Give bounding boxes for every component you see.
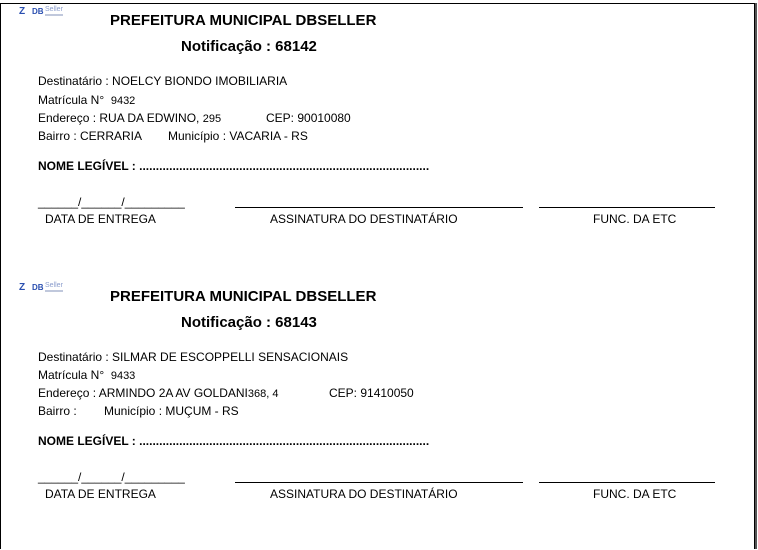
logo-mark-icon: Z bbox=[19, 282, 26, 293]
matricula: Matrícula N° 9432 bbox=[38, 93, 136, 107]
signature-rule bbox=[235, 207, 523, 208]
destinatario: Destinatário : NOELCY BIONDO IMOBILIARIA bbox=[38, 74, 288, 88]
notificacao-number: Notificação : 68142 bbox=[181, 38, 317, 55]
func-etc-label: FUNC. DA ETC bbox=[593, 212, 677, 226]
nome-legivel: NOME LEGÍVEL : ....................................................................................... bbox=[38, 159, 430, 173]
cep: CEP: 90010080 bbox=[266, 111, 351, 125]
notificacao-number: Notificação : 68143 bbox=[181, 314, 317, 331]
logo-text: DB bbox=[32, 283, 44, 292]
logo-mark-icon: Z bbox=[19, 6, 26, 17]
bairro: Bairro : bbox=[38, 404, 77, 418]
bairro: Bairro : CERRARIA bbox=[38, 129, 143, 143]
nome-legivel: NOME LEGÍVEL : ....................................................................................... bbox=[38, 434, 430, 448]
func-rule bbox=[539, 207, 715, 208]
logo-subtext: Seller bbox=[45, 282, 63, 289]
logo-subtext: Seller bbox=[45, 6, 63, 13]
prefeitura-title: PREFEITURA MUNICIPAL DBSELLER bbox=[110, 288, 377, 305]
prefeitura-title: PREFEITURA MUNICIPAL DBSELLER bbox=[110, 12, 377, 29]
assinatura-label: ASSINATURA DO DESTINATÁRIO bbox=[270, 212, 458, 226]
matricula: Matrícula N° 9433 bbox=[38, 368, 136, 382]
dbseller-logo bbox=[19, 6, 65, 20]
dbseller-logo bbox=[19, 282, 65, 296]
cep: CEP: 91410050 bbox=[329, 386, 414, 400]
date-line: ______/______/_________ bbox=[38, 470, 185, 484]
func-etc-label: FUNC. DA ETC bbox=[593, 487, 677, 501]
func-rule bbox=[539, 482, 715, 483]
logo-text: DB bbox=[32, 7, 44, 16]
assinatura-label: ASSINATURA DO DESTINATÁRIO bbox=[270, 487, 458, 501]
signature-rule bbox=[235, 482, 523, 483]
endereco: Endereço : RUA DA EDWINO, 295 bbox=[38, 111, 222, 125]
notice-1 bbox=[0, 4, 758, 274]
notice-2 bbox=[0, 280, 758, 550]
data-entrega-label: DATA DE ENTREGA bbox=[45, 487, 156, 501]
destinatario: Destinatário : SILMAR DE ESCOPPELLI SENSACIONAIS bbox=[38, 350, 349, 364]
data-entrega-label: DATA DE ENTREGA bbox=[45, 212, 156, 226]
date-line: ______/______/_________ bbox=[38, 195, 185, 209]
municipio: Município : MUÇUM - RS bbox=[104, 404, 239, 418]
municipio: Município : VACARIA - RS bbox=[168, 129, 308, 143]
endereco: Endereço : ARMINDO 2A AV GOLDANI368, 4 bbox=[38, 386, 279, 400]
